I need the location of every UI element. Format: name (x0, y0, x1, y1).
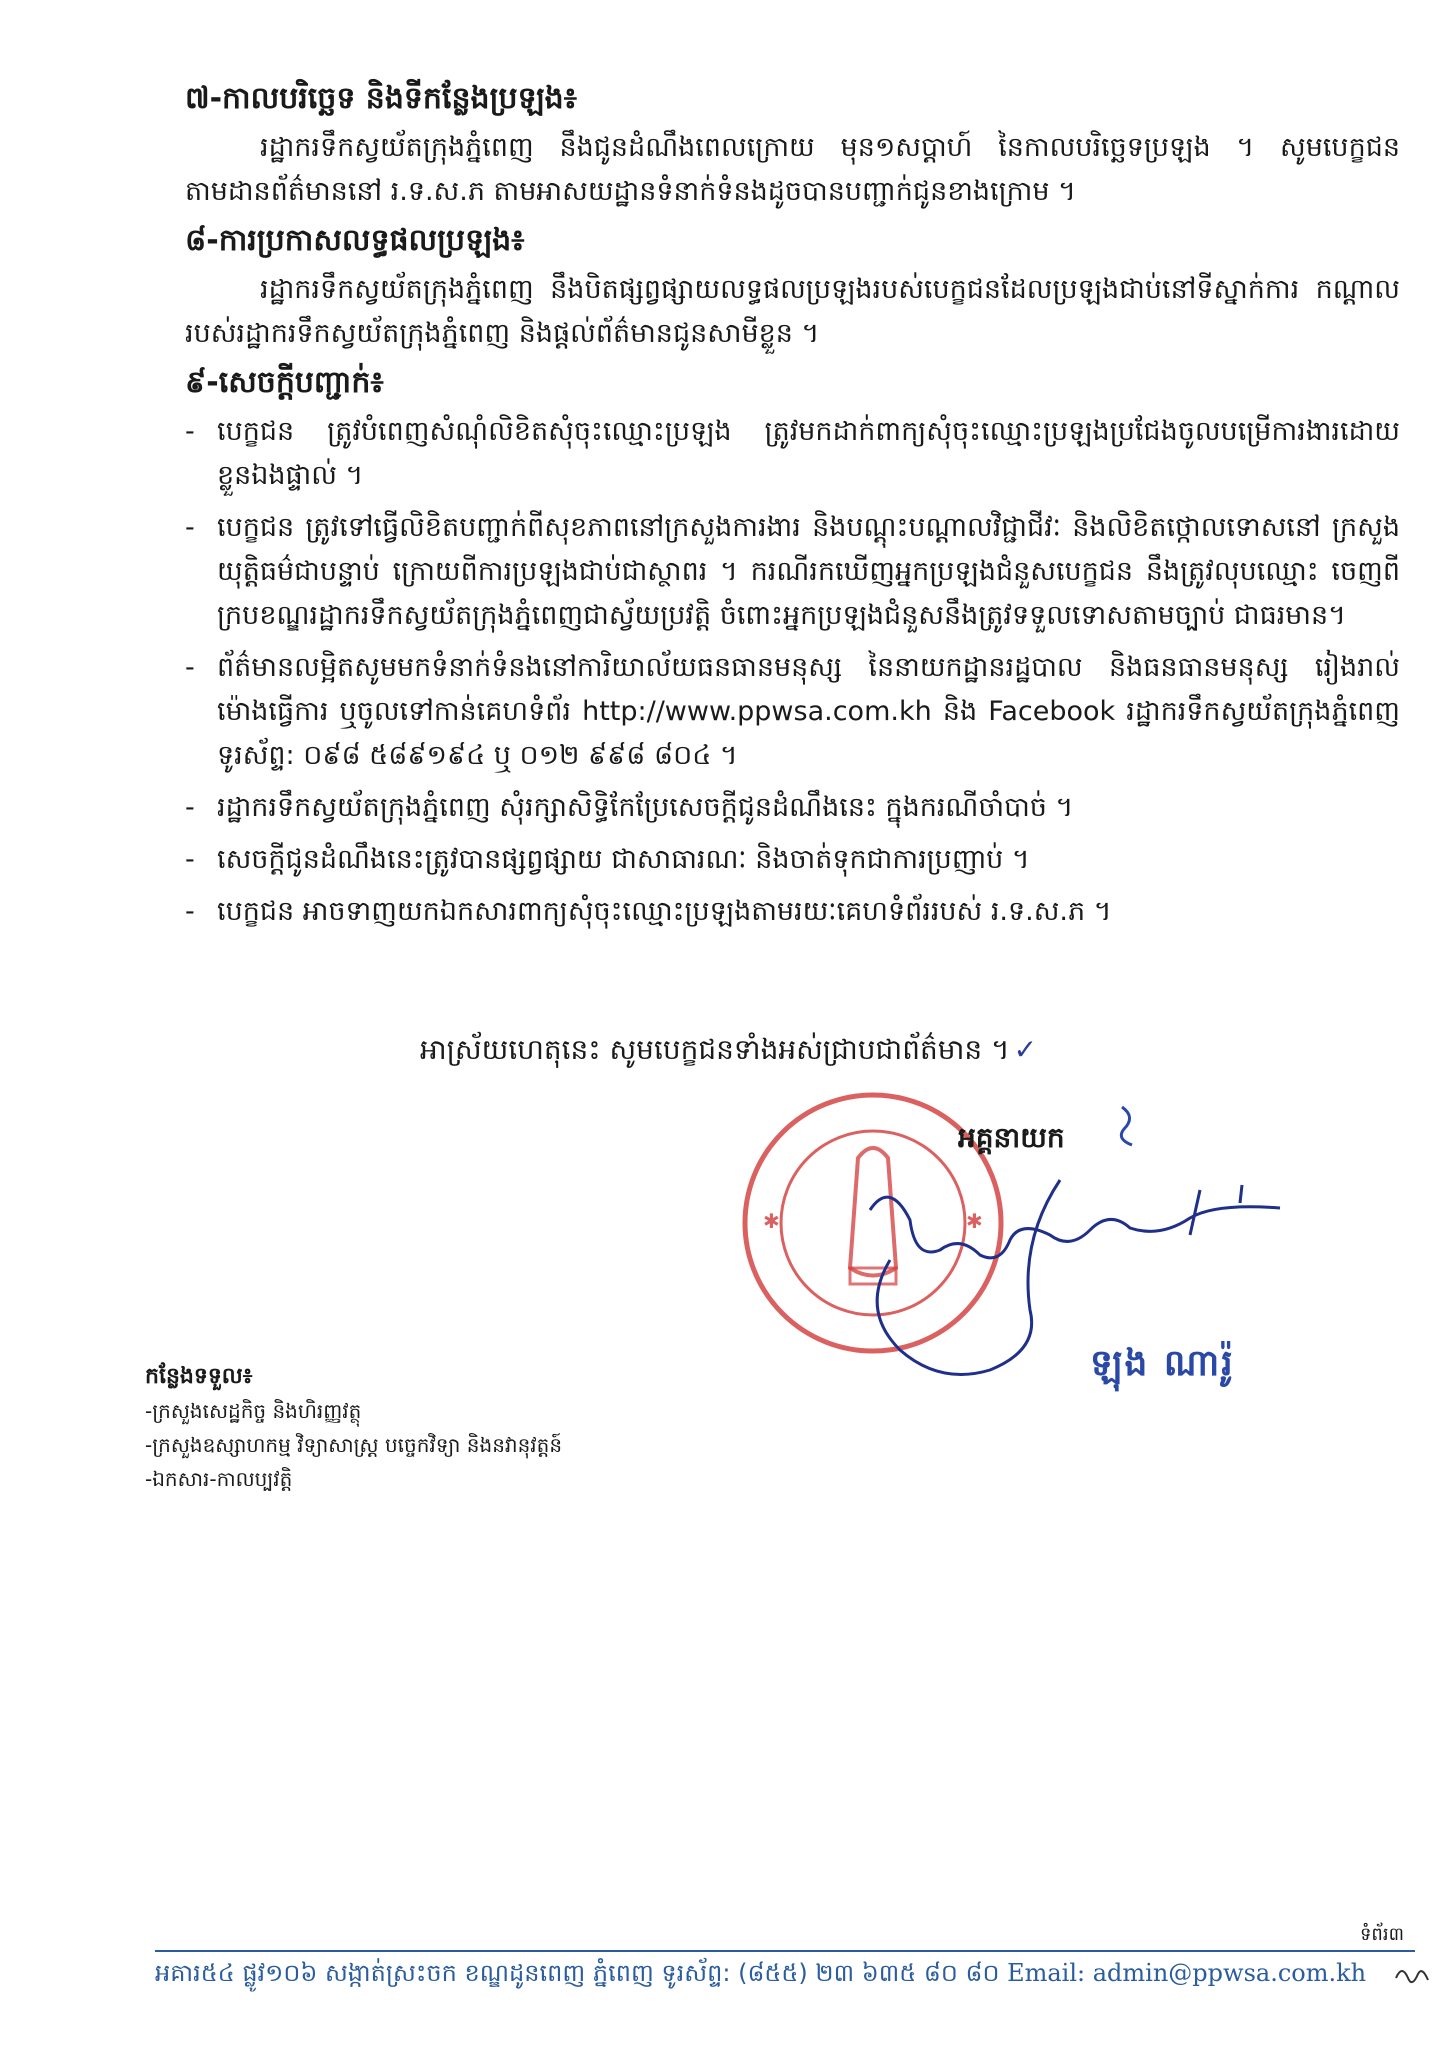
section-7-text: រដ្ឋាករទឹកស្វយ័តក្រុងភ្នំពេញ នឹងជូនដំណឹងពេលក្រោយ មុន១សប្តាហ៍ នៃកាលបរិច្ឆេទប្រឡង ។ សូមបេក្ខជន តាមដានព័ត៌មាននៅ រ.ទ.ស.ភ តាមអាសយដ្ឋានទំនាក់ទំនងដូចបានបញ្ជាក់ជូនខាងក្រោម ។ (185, 132, 1400, 207)
document-body (185, 78, 1400, 942)
footer-divider (155, 1950, 1415, 1952)
section-8-text: រដ្ឋាករទឹកស្វយ័តក្រុងភ្នំពេញ នឹងបិតផ្សព្វផ្សាយលទ្ធផលប្រឡងរបស់បេក្ខជនដែលប្រឡងជាប់នៅទីស្នាក់ការ កណ្តាលរបស់រដ្ឋាករទឹកស្វយ័តក្រុងភ្នំពេញ និងផ្តល់ព័ត៌មានជូនសាមីខ្លួន ។ (185, 274, 1400, 349)
list-item: - បេក្ខជន ត្រូវបំពេញសំណុំលិខិតសុំចុះឈ្មោះប្រឡង ត្រូវមកដាក់ពាក្យសុំចុះឈ្មោះប្រឡងប្រជែងចូលបម្រើការងារដោយ ខ្លួនឯងផ្ទាល់ ។ (185, 416, 1400, 491)
svg-text:✱: ✱ (763, 1209, 780, 1233)
section-7-heading: ៧-កាលបរិច្ឆេទ និងទីកន្លែងប្រឡង៖ (185, 81, 577, 116)
initial-mark-icon (1392, 1958, 1432, 1998)
page-number: ទំព័រ៣ (1360, 1924, 1404, 1945)
list-item-text: ព័ត៌មានលម្អិតសូមមកទំនាក់ទំនងនៅការិយាល័យធនធានមនុស្ស នៃនាយកដ្ឋានរដ្ឋបាល និងធនធានមនុស្ស រៀងរាល់ ម៉ោងធ្វើការ ឬចូលទៅកាន់គេហទំព័រ http://www.ppwsa.com.kh និង Facebook រដ្ឋាករទឹកស្វយ័តក្រុងភ្នំពេញ ទូរស័ព្ទ: ០៩៨ ៥៨៩១៩៤ ឬ ០១២ ៩៩៨ ៨០៤ ។ (217, 652, 1400, 771)
footer-address: អគារ៥៤ ផ្លូវ១០៦ សង្កាត់ស្រះចក ខណ្ឌដូនពេញ ភ្នំពេញ ទូរស័ព្ទ: (៨៥៥) ២៣ ៦៣៥ ៨០ ៨០ (155, 1959, 1000, 1987)
section-9-heading: ៩-សេចក្តីបញ្ជាក់៖ (185, 365, 384, 400)
recipient-item: -ក្រសួងឧស្សាហកម្ម វិទ្យាសាស្ត្រ បច្ចេកវិទ្យា និងនវានុវត្តន៍ (145, 1433, 563, 1457)
list-item: - សេចក្តីជូនដំណឹងនេះត្រូវបានផ្សព្វផ្សាយ ជាសាធារណៈ និងចាត់ទុកជាការប្រញាប់ ។ (185, 844, 1030, 875)
section-8-heading: ៨-ការប្រកាសលទ្ធផលប្រឡង៖ (185, 223, 525, 258)
footer (155, 1958, 1415, 1993)
initial-tick-icon: ✓ (1013, 1033, 1038, 1066)
list-item-text: បេក្ខជន អាចទាញយកឯកសារពាក្យសុំចុះឈ្មោះប្រឡងតាមរយៈគេហទំព័ររបស់ រ.ទ.ស.ភ ។ (217, 896, 1112, 927)
footer-email: Email: admin@ppwsa.com.kh (1007, 1959, 1367, 1987)
list-item-text: សេចក្តីជូនដំណឹងនេះត្រូវបានផ្សព្វផ្សាយ ជាសាធារណៈ និងចាត់ទុកជាការប្រញាប់ ។ (217, 844, 1030, 875)
recipients-title: កន្លែងទទួល៖ (145, 1364, 253, 1389)
recipient-item: -ឯកសារ-កាលប្បវត្តិ (145, 1467, 293, 1491)
closing-text: អាស្រ័យហេតុនេះ សូមបេក្ខជនទាំងអស់ជ្រាបជាព័ត៌មាន ។ (420, 1033, 1010, 1066)
initial-mark-icon (1108, 1102, 1148, 1152)
signer-name: ឡុង ណារ៉ូ (1090, 1343, 1235, 1384)
svg-text:✱: ✱ (966, 1209, 983, 1233)
list-item: - រដ្ឋាករទឹកស្វយ័តក្រុងភ្នំពេញ សុំរក្សាសិទ្ធិកែប្រែសេចក្តីជូនដំណឹងនេះ ក្នុងករណីចាំបាច់ ។ (185, 792, 1074, 823)
list-item: - បេក្ខជន អាចទាញយកឯកសារពាក្យសុំចុះឈ្មោះប្រឡងតាមរយៈគេហទំព័ររបស់ រ.ទ.ស.ភ ។ (185, 896, 1112, 927)
director-title: អគ្គនាយក (958, 1121, 1065, 1154)
closing-sentence (420, 1028, 1037, 1072)
list-item: - បេក្ខជន ត្រូវទៅធ្វើលិខិតបញ្ជាក់ពីសុខភាពនៅក្រសួងការងារ និងបណ្តុះបណ្តាលវិជ្ជាជីវៈ និងលិខិតថ្កោលទោសនៅ ក្រសួងយុត្តិធម៌ជាបន្ទាប់ ក្រោយពីការប្រឡងជាប់ជាស្ថាពរ ។ ករណីរកឃើញអ្នកប្រឡងជំនួសបេក្ខជន នឹងត្រូវលុបឈ្មោះ ចេញពីក្របខណ្ឌរដ្ឋាករទឹកស្វយ័តក្រុងភ្នំពេញជាស្វ័យប្រវត្តិ ចំពោះអ្នកប្រឡងជំនួសនឹងត្រូវទទួលទោសតាមច្បាប់ ជាធរមាន។ (185, 512, 1400, 631)
recipients-block (145, 1360, 745, 1496)
recipient-item: -ក្រសួងសេដ្ឋកិច្ច និងហិរញ្ញវត្ថុ (145, 1399, 362, 1423)
list-item-text: បេក្ខជន ត្រូវទៅធ្វើលិខិតបញ្ជាក់ពីសុខភាពនៅក្រសួងការងារ និងបណ្តុះបណ្តាលវិជ្ជាជីវៈ និងលិខិតថ្កោលទោសនៅ ក្រសួងយុត្តិធម៌ជាបន្ទាប់ ក្រោយពីការប្រឡងជាប់ជាស្ថាពរ ។ ករណីរកឃើញអ្នកប្រឡងជំនួសបេក្ខជន នឹងត្រូវលុបឈ្មោះ ចេញពីក្របខណ្ឌរដ្ឋាករទឹកស្វយ័តក្រុងភ្នំពេញជាស្វ័យប្រវត្តិ ចំពោះអ្នកប្រឡងជំនួសនឹងត្រូវទទួលទោសតាមច្បាប់ ជាធរមាន។ (217, 512, 1400, 631)
list-item-text: រដ្ឋាករទឹកស្វយ័តក្រុងភ្នំពេញ សុំរក្សាសិទ្ធិកែប្រែសេចក្តីជូនដំណឹងនេះ ក្នុងករណីចាំបាច់ ។ (217, 792, 1074, 823)
list-item-text: បេក្ខជន ត្រូវបំពេញសំណុំលិខិតសុំចុះឈ្មោះប្រឡង ត្រូវមកដាក់ពាក្យសុំចុះឈ្មោះប្រឡងប្រជែងចូលបម្រើការងារដោយ ខ្លួនឯងផ្ទាល់ ។ (217, 416, 1400, 491)
section-9-list (185, 410, 1400, 934)
list-item: - ព័ត៌មានលម្អិតសូមមកទំនាក់ទំនងនៅការិយាល័យធនធានមនុស្ស នៃនាយកដ្ឋានរដ្ឋបាល និងធនធានមនុស្ស រៀងរាល់ ម៉ោងធ្វើការ ឬចូលទៅកាន់គេហទំព័រ http://www.ppwsa.com.kh និង Facebook រដ្ឋាករទឹកស្វយ័តក្រុងភ្នំពេញ ទូរស័ព្ទ: ០៩៨ ៥៨៩១៩៤ ឬ ០១២ ៩៩៨ ៨០៤ ។ (185, 652, 1400, 771)
